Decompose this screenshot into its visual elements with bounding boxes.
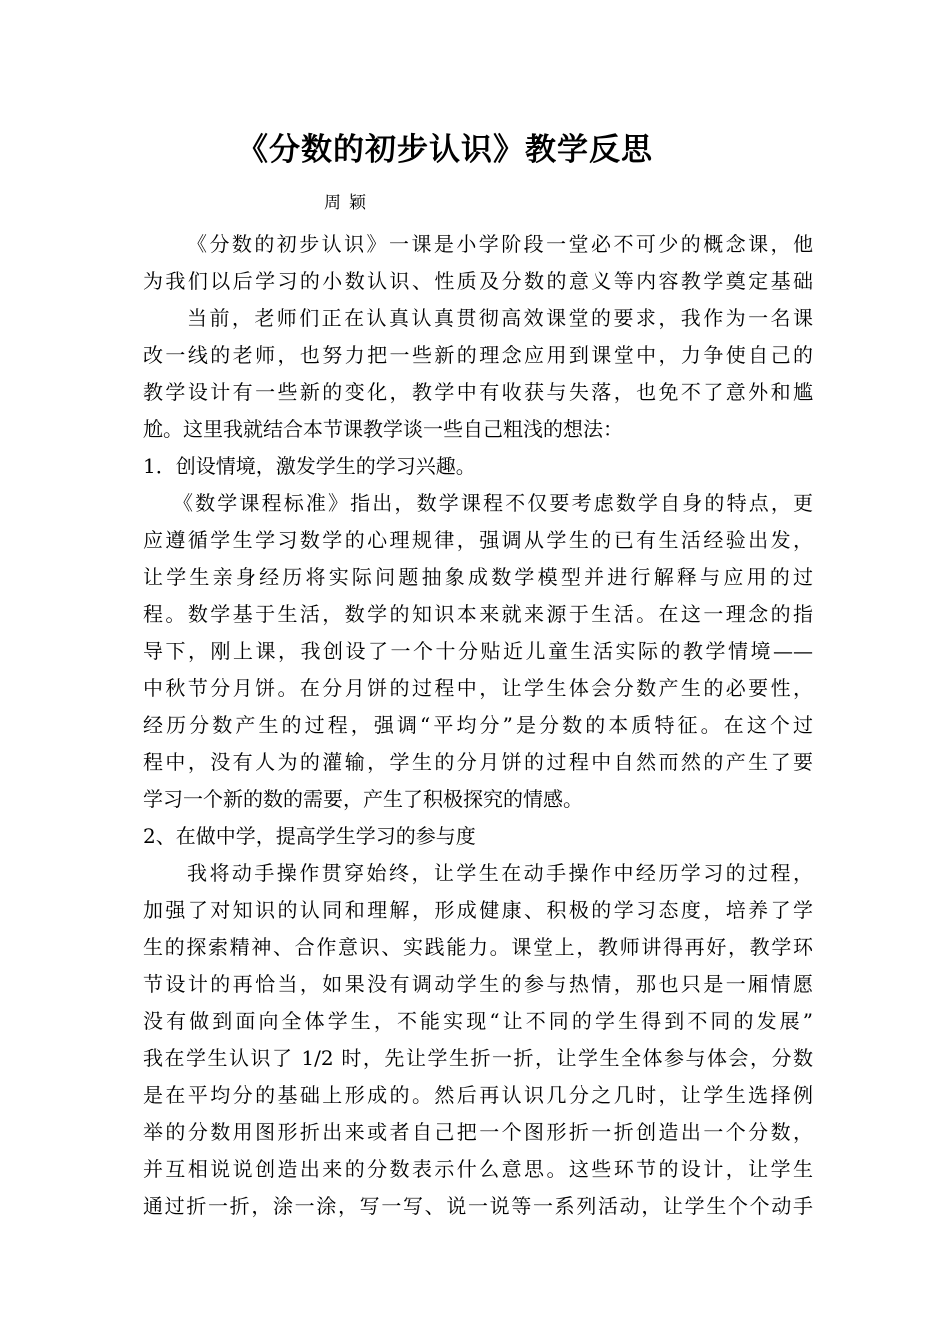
text-line: 我将动手操作贯穿始终，让学生在动手操作中经历学习的过程， (187, 861, 813, 885)
text-line: 经历分数产生的过程，强调“平均分”是分数的本质特征。在这个过 (143, 713, 813, 737)
text-line: 教学设计有一些新的变化，教学中有收获与失落，也免不了意外和尴 (143, 380, 813, 404)
text-line: 程。数学基于生活，数学的知识本来就来源于生活。在这一理念的指 (143, 602, 813, 626)
text-line: 程中，没有人为的灌输，学生的分月饼的过程中自然而然的产生了要 (143, 750, 813, 774)
text-line: 当前，老师们正在认真认真贯彻高效课堂的要求，我作为一名课 (187, 306, 813, 330)
text-line: 为我们以后学习的小数认识、性质及分数的意义等内容教学奠定基础 (143, 269, 813, 293)
text-line: 是在平均分的基础上形成的。然后再认识几分之几时，让学生选择例 (143, 1083, 813, 1107)
text-line: 没有做到面向全体学生，不能实现“让不同的学生得到不同的发展” (143, 1009, 813, 1033)
text-line: 通过折一折，涂一涂，写一写、说一说等一系列活动，让学生个个动手 (143, 1194, 813, 1218)
text-line: 生的探索精神、合作意识、实践能力。课堂上，教师讲得再好，教学环 (143, 935, 813, 959)
text-line: 导下，刚上课，我创设了一个十分贴近儿童生活实际的教学情境—— (143, 639, 813, 663)
text-line: 让学生亲身经历将实际问题抽象成数学模型并进行解释与应用的过 (143, 565, 813, 589)
text-line: 中秋节分月饼。在分月饼的过程中，让学生体会分数产生的必要性， (143, 676, 813, 700)
text-line: 应遵循学生学习数学的心理规律，强调从学生的已有生活经验出发， (143, 528, 813, 552)
text-line: 尬。这里我就结合本节课教学谈一些自己粗浅的想法： (143, 417, 623, 441)
section-heading: 1．创设情境，激发学生的学习兴趣。 (143, 454, 476, 478)
document-body (143, 226, 813, 1225)
section-heading: 2、在做中学，提高学生学习的参与度 (143, 824, 476, 848)
text-line: 加强了对知识的认同和理解，形成健康、积极的学习态度，培养了学 (143, 898, 813, 922)
text-line: 《分数的初步认识》一课是小学阶段一堂必不可少的概念课，他 (187, 232, 813, 256)
text-line: 《数学课程标准》指出，数学课程不仅要考虑数学自身的特点，更 (173, 491, 813, 515)
text-line: 并互相说说创造出来的分数表示什么意思。这些环节的设计，让学生 (143, 1157, 813, 1181)
text-line: 学习一个新的数的需要，产生了积极探究的情感。 (143, 787, 583, 811)
author-name: 周颖 (324, 193, 374, 213)
text-line: 举的分数用图形折出来或者自己把一个图形折一折创造出一个分数， (143, 1120, 813, 1144)
text-line: 我在学生认识了 1/2 时，先让学生折一折，让学生全体参与体会，分数 (143, 1046, 813, 1070)
text-line: 节设计的再恰当，如果没有调动学生的参与热情，那也只是一厢情愿 (143, 972, 813, 996)
document-title: 《分数的初步认识》教学反思 (237, 132, 653, 168)
text-line: 改一线的老师，也努力把一些新的理念应用到课堂中，力争使自己的 (143, 343, 813, 367)
